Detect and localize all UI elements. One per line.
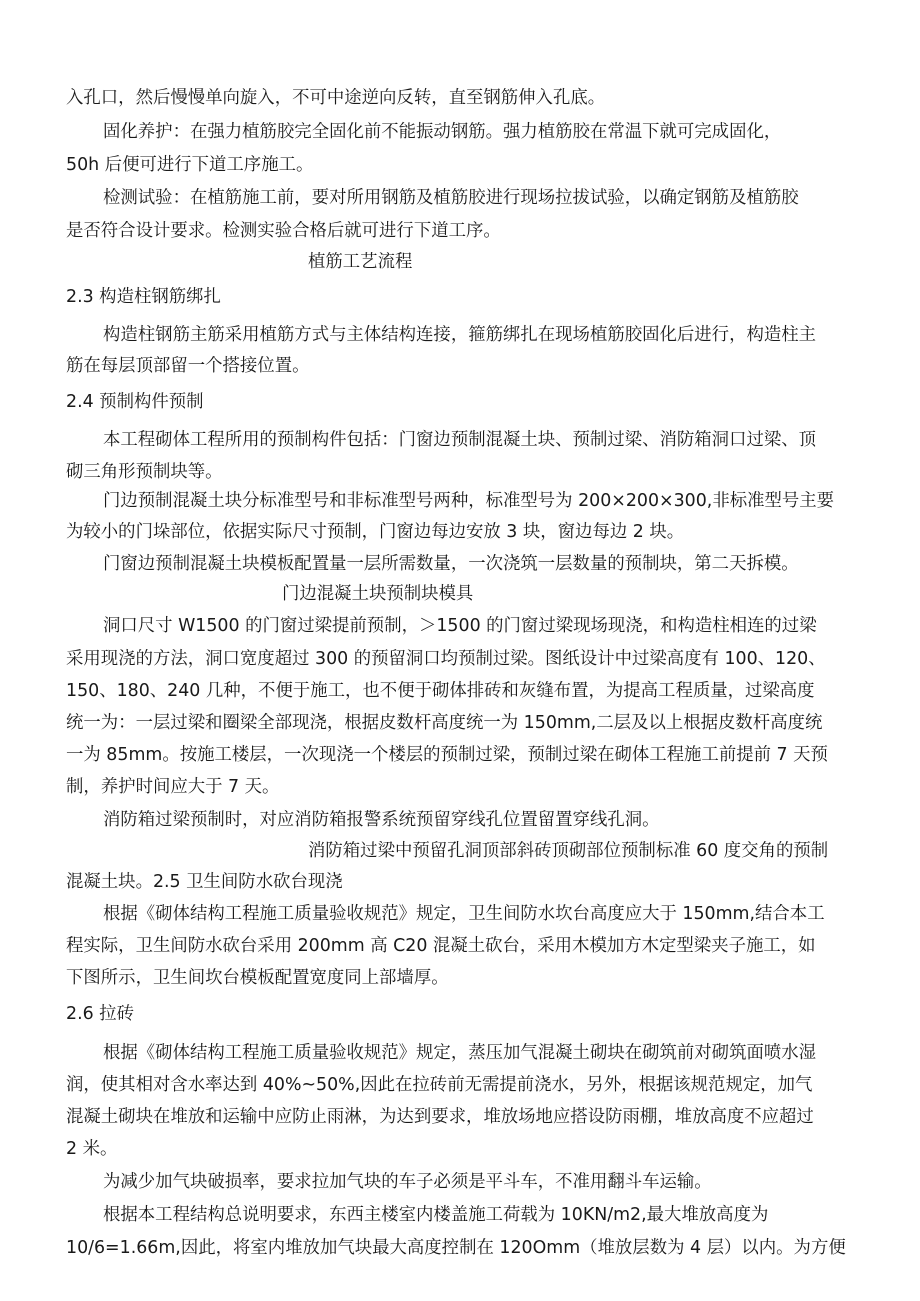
text-line: 根据《砌体结构工程施工质量验收规范》规定，卫生间防水坎台高度应大于 150mm,结合本工 bbox=[103, 904, 825, 924]
text-line: 是否符合设计要求。检测实验合格后就可进行下道工序。 bbox=[66, 221, 501, 241]
text-line: 本工程砌体工程所用的预制构件包括：门窗边预制混凝土块、预制过梁、消防箱洞口过梁、顶 bbox=[103, 430, 817, 450]
text-line: 根据本工程结构总说明要求，东西主楼室内楼盖施工荷载为 10KN/m2,最大堆放高度为 bbox=[103, 1205, 769, 1225]
text-line: 砌三角形预制块等。 bbox=[66, 462, 223, 482]
figure-caption: 门边混凝土块预制块模具 bbox=[282, 584, 474, 604]
text-line: 2 米。 bbox=[66, 1139, 118, 1159]
text-line: 构造柱钢筋主筋采用植筋方式与主体结构连接，箍筋绑扎在现场植筋胶固化后进行，构造柱主 bbox=[103, 325, 817, 345]
text-line: 一为 85mm。按施工楼层，一次现浇一个楼层的预制过梁，预制过梁在砌体工程施工前提前 7 天预 bbox=[66, 745, 828, 765]
text-line: 下图所示，卫生间坎台模板配置宽度同上部墙厚。 bbox=[66, 968, 449, 988]
figure-caption: 植筋工艺流程 bbox=[308, 252, 413, 272]
section-heading: 2.6 拉砖 bbox=[66, 1004, 134, 1024]
section-heading: 2.3 构造柱钢筋绑扎 bbox=[66, 287, 221, 307]
text-line: 固化养护：在强力植筋胶完全固化前不能振动钢筋。强力植筋胶在常温下就可完成固化， bbox=[103, 122, 782, 142]
text-line: 混凝土块。2.5 卫生间防水砍台现浇 bbox=[66, 872, 343, 892]
text-line: 统一为：一层过梁和圈梁全部现浇，根据皮数杆高度统一为 150mm,二层及以上根据皮数杆高度统 bbox=[66, 713, 823, 733]
text-line: 洞口尺寸 W1500 的门窗过梁提前预制，＞1500 的门窗过梁现场现浇，和构造柱相连的过梁 bbox=[103, 616, 817, 636]
text-line: 50h 后便可进行下道工序施工。 bbox=[66, 155, 314, 175]
text-line: 根据《砌体结构工程施工质量验收规范》规定，蒸压加气混凝土砌块在砌筑前对砌筑面喷水湿 bbox=[103, 1043, 817, 1063]
section-heading: 2.4 预制构件预制 bbox=[66, 392, 204, 412]
text-line: 程实际，卫生间防水砍台采用 200mm 高 C20 混凝土砍台，采用木模加方木定型梁夹子施工，如 bbox=[66, 936, 816, 956]
text-line: 检测试验：在植筋施工前，要对所用钢筋及植筋胶进行现场拉拔试验，以确定钢筋及植筋胶 bbox=[103, 188, 799, 208]
text-line: 门窗边预制混凝土块模板配置量一层所需数量，一次浇筑一层数量的预制块，第二天拆模。 bbox=[103, 554, 799, 574]
text-line: 混凝土砌块在堆放和运输中应防止雨淋，为达到要求，堆放场地应搭设防雨棚，堆放高度不应超过 bbox=[66, 1107, 814, 1127]
text-line: 消防箱过梁预制时，对应消防箱报警系统预留穿线孔位置留置穿线孔洞。 bbox=[103, 810, 660, 830]
text-line: 润，使其相对含水率达到 40%~50%,因此在拉砖前无需提前浇水，另外，根据该规范规定，加气 bbox=[66, 1075, 813, 1095]
text-line: 门边预制混凝土块分标准型号和非标准型号两种，标准型号为 200×200×300,非标准型号主要 bbox=[103, 491, 835, 511]
text-line: 150、180、240 几种，不便于施工，也不便于砌体排砖和灰缝布置，为提高工程质量，过梁高度 bbox=[66, 681, 815, 701]
text-line: 为减少加气块破损率，要求拉加气块的车子必须是平斗车，不准用翻斗车运输。 bbox=[103, 1172, 712, 1192]
text-line: 10/6=1.66m,因此，将室内堆放加气块最大高度控制在 120Omm（堆放层数为 4 层）以内。为方便 bbox=[66, 1238, 846, 1258]
text-line: 制，养护时间应大于 7 天。 bbox=[66, 777, 280, 797]
text-line: 消防箱过梁中预留孔洞顶部斜砖顶砌部位预制标准 60 度交角的预制 bbox=[308, 841, 829, 861]
text-line: 为较小的门垛部位，依据实际尺寸预制，门窗边每边安放 3 块，窗边每边 2 块。 bbox=[66, 522, 685, 542]
text-line: 筋在每层顶部留一个搭接位置。 bbox=[66, 356, 310, 376]
text-line: 入孔口，然后慢慢单向旋入，不可中途逆向反转，直至钢筋伸入孔底。 bbox=[66, 88, 606, 108]
text-line: 采用现浇的方法，洞口宽度超过 300 的预留洞口均预制过梁。图纸设计中过梁高度有 100、120、 bbox=[66, 649, 826, 669]
